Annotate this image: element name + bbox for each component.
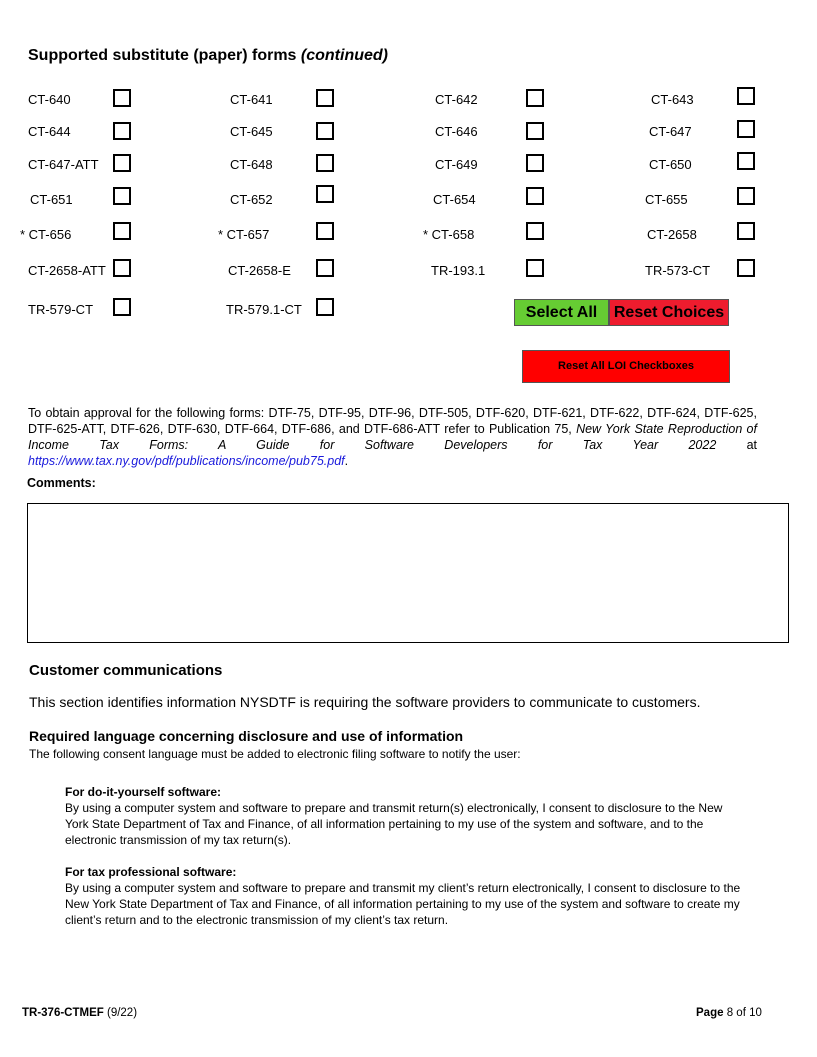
checkbox-ct641[interactable] <box>316 89 334 107</box>
footer-page-word: Page <box>696 1007 724 1019</box>
approval-text: To obtain approval for the following forms: DTF-75, DTF-95, DTF-96, DTF-505, DTF-620, DTF-621, DTF-622, DTF-624, DTF-625, DTF-625-ATT, DTF-626, DTF-630, DTF-664, DTF-686, and DTF-686-ATT refer to Publication 75, <box>28 406 757 436</box>
form-label-ct642: CT-642 <box>435 92 478 107</box>
checkbox-ct647att[interactable] <box>113 154 131 172</box>
diy-text: By using a computer system and software to prepare and transmit return(s) electronically, I consent to disclosure to the New York State Department of Tax and Finance, of all information pertaining to my use of the system and software, and to the electronic transmission of my tax return(s). <box>65 801 723 847</box>
checkbox-ct646[interactable] <box>526 122 544 140</box>
checkbox-tr573ct[interactable] <box>737 259 755 277</box>
reset-loi-checkboxes-button[interactable]: Reset All LOI Checkboxes <box>522 350 730 383</box>
checkbox-ct654[interactable] <box>526 187 544 205</box>
footer-form-date: (9/22) <box>106 1007 138 1019</box>
checkbox-ct2658[interactable] <box>737 222 755 240</box>
comments-textarea[interactable] <box>27 503 789 643</box>
section-title-suffix: (continued) <box>300 47 388 64</box>
checkbox-ct2658att[interactable] <box>113 259 131 277</box>
form-label-ct655: CT-655 <box>645 192 688 207</box>
publication-title: New York State Reproduction of Income Tax Forms: A Guide for Software Developers for Tax Year 2022 <box>28 422 757 452</box>
footer-form-id <box>22 1007 137 1019</box>
form-label-tr579.1ct: TR-579.1-CT <box>226 302 302 317</box>
form-label-ct651: CT-651 <box>30 192 73 207</box>
diy-block <box>65 784 745 848</box>
checkbox-ct644[interactable] <box>113 122 131 140</box>
checkbox-ct642[interactable] <box>526 89 544 107</box>
checkbox-ct650[interactable] <box>737 152 755 170</box>
checkbox-tr193.1[interactable] <box>526 259 544 277</box>
publication-link[interactable]: https://www.tax.ny.gov/pdf/publications/income/pub75.pdf <box>28 454 345 468</box>
pro-heading: For tax professional software: <box>65 865 237 879</box>
comments-label: Comments: <box>27 476 96 490</box>
form-label-ct645: CT-645 <box>230 124 273 139</box>
approval-paragraph <box>28 405 757 469</box>
form-label-ct647att: CT-647-ATT <box>28 157 99 172</box>
form-label-tr193.1: TR-193.1 <box>431 263 486 278</box>
approval-end: . <box>344 454 349 468</box>
form-label-tr579ct: TR-579-CT <box>28 302 94 317</box>
form-label-ct657: * CT-657 <box>218 227 270 242</box>
form-label-ct647: CT-647 <box>649 124 692 139</box>
select-all-button[interactable]: Select All <box>514 299 609 326</box>
consent-lead-text: The following consent language must be added to electronic filing software to notify the user: <box>29 747 521 761</box>
checkbox-ct2658e[interactable] <box>316 259 334 277</box>
checkbox-ct652[interactable] <box>316 185 334 203</box>
checkbox-tr579.1ct[interactable] <box>316 298 334 316</box>
disclosure-subheading: Required language concerning disclosure and use of information <box>29 728 464 744</box>
checkbox-ct643[interactable] <box>737 87 755 105</box>
form-label-ct2658att: CT-2658-ATT <box>28 263 106 278</box>
form-label-ct652: CT-652 <box>230 192 273 207</box>
form-label-ct656: * CT-656 <box>20 227 72 242</box>
form-label-ct654: CT-654 <box>433 192 476 207</box>
form-label-ct641: CT-641 <box>230 92 273 107</box>
checkbox-ct647[interactable] <box>737 120 755 138</box>
reset-choices-button[interactable]: Reset Choices <box>609 299 729 326</box>
customer-communications-intro: This section identifies information NYSDTF is requiring the software providers to communicate to customers. <box>29 694 701 710</box>
form-label-ct646: CT-646 <box>435 124 478 139</box>
form-label-ct658: * CT-658 <box>423 227 475 242</box>
pro-text: By using a computer system and software to prepare and transmit my client’s return electronically, I consent to disclosure to the New York State Department of Tax and Finance, of all information pertaining to my use of the system and software to create my client’s return and to the electronic transmission of my client’s tax return. <box>65 881 741 927</box>
diy-heading: For do-it-yourself software: <box>65 785 222 799</box>
footer-page-number <box>696 1007 762 1019</box>
checkbox-ct656[interactable] <box>113 222 131 240</box>
checkbox-ct655[interactable] <box>737 187 755 205</box>
checkbox-ct645[interactable] <box>316 122 334 140</box>
section-title-text: Supported substitute (paper) forms <box>28 47 297 64</box>
checkbox-tr579ct[interactable] <box>113 298 131 316</box>
form-label-ct649: CT-649 <box>435 157 478 172</box>
form-label-ct644: CT-644 <box>28 124 71 139</box>
footer-page-rest: 8 of 10 <box>726 1007 762 1019</box>
footer-form-code: TR-376-CTMEF <box>22 1007 104 1019</box>
form-label-ct640: CT-640 <box>28 92 71 107</box>
checkbox-ct658[interactable] <box>526 222 544 240</box>
approval-at: at <box>716 438 757 452</box>
checkbox-ct657[interactable] <box>316 222 334 240</box>
form-label-tr573ct: TR-573-CT <box>645 263 711 278</box>
section-title <box>28 47 388 65</box>
form-label-ct2658: CT-2658 <box>647 227 697 242</box>
checkbox-ct651[interactable] <box>113 187 131 205</box>
customer-communications-heading: Customer communications <box>29 662 223 679</box>
checkbox-ct649[interactable] <box>526 154 544 172</box>
form-label-ct650: CT-650 <box>649 157 692 172</box>
form-label-ct648: CT-648 <box>230 157 273 172</box>
pro-block <box>65 864 745 928</box>
form-label-ct643: CT-643 <box>651 92 694 107</box>
form-label-ct2658e: CT-2658-E <box>228 263 291 278</box>
checkbox-ct648[interactable] <box>316 154 334 172</box>
checkbox-ct640[interactable] <box>113 89 131 107</box>
